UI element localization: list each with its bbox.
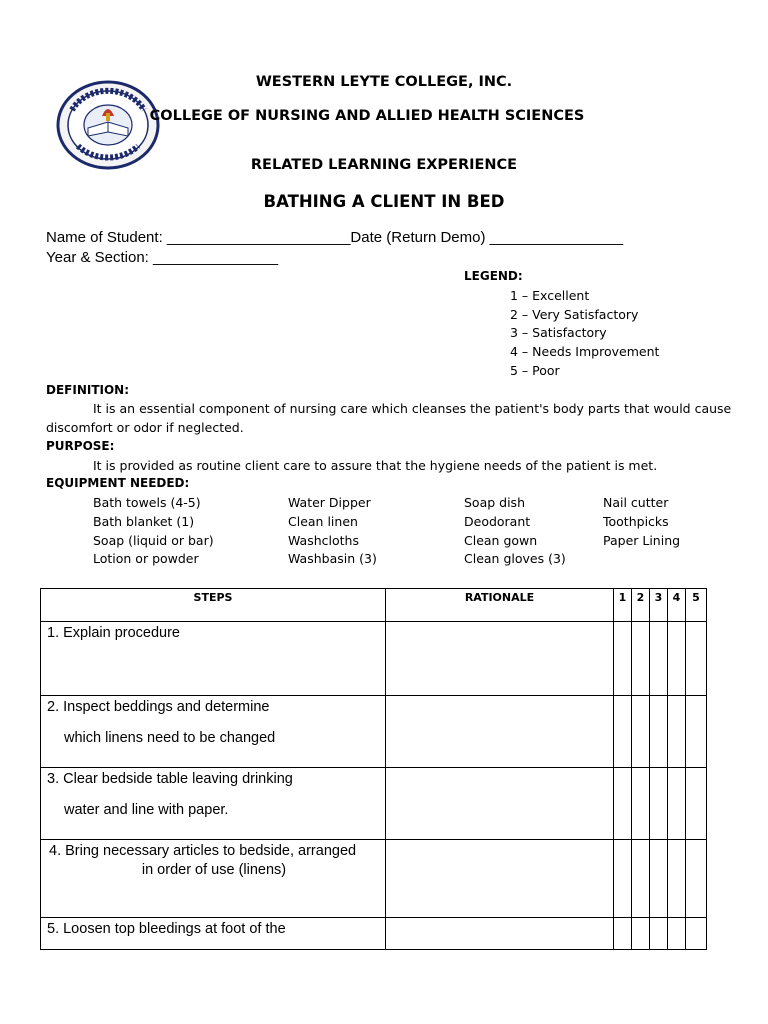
rating-header-2: 2	[632, 589, 650, 622]
legend-item: 5 – Poor	[510, 363, 560, 378]
table-row	[41, 622, 707, 696]
equipment-item: Clean gown	[464, 533, 538, 548]
step-text-continued: water and line with paper.	[64, 802, 229, 818]
definition-text-line1: It is an essential component of nursing care which cleanses the patient's body parts that would cause	[93, 401, 732, 416]
equipment-item: Clean gloves (3)	[464, 551, 566, 566]
rating-cell[interactable]	[614, 840, 632, 918]
equipment-item: Clean linen	[288, 514, 358, 529]
equipment-item: Toothpicks	[603, 514, 669, 529]
step-text: 4. Bring necessary articles to bedside, arranged	[49, 843, 357, 859]
equipment-item: Paper Lining	[603, 533, 681, 548]
legend-item: 3 – Satisfactory	[510, 325, 607, 340]
rating-header-4: 4	[668, 589, 686, 622]
rating-cell[interactable]	[686, 840, 707, 918]
rating-cell[interactable]	[614, 622, 632, 696]
table-row	[41, 768, 707, 840]
steps-evaluation-table	[40, 588, 707, 950]
department-name: COLLEGE OF NURSING AND ALLIED HEALTH SCIENCES	[149, 108, 585, 124]
rationale-cell[interactable]	[386, 918, 614, 950]
definition-label: DEFINITION:	[46, 383, 130, 397]
legend-item: 1 – Excellent	[510, 288, 590, 303]
rating-cell[interactable]	[668, 918, 686, 950]
step-cell	[41, 840, 386, 918]
step-text-continued: in order of use (linens)	[141, 862, 287, 878]
rating-cell[interactable]	[686, 918, 707, 950]
purpose-text: It is provided as routine client care to assure that the hygiene needs of the patient is met.	[93, 458, 658, 473]
rating-cell[interactable]	[668, 840, 686, 918]
rating-cell[interactable]	[614, 918, 632, 950]
equipment-label: EQUIPMENT NEEDED:	[46, 476, 190, 490]
step-text: 2. Inspect beddings and determine	[47, 699, 270, 715]
student-name-date-line: Name of Student: ______________________Date (Return Demo) ________________	[46, 229, 624, 246]
year-section-line: Year & Section: _______________	[46, 249, 279, 266]
step-text-continued: which linens need to be changed	[64, 730, 276, 746]
rating-cell[interactable]	[632, 622, 650, 696]
rating-header-3: 3	[650, 589, 668, 622]
equipment-item: Soap dish	[464, 495, 525, 510]
rating-cell[interactable]	[668, 696, 686, 768]
rationale-cell[interactable]	[386, 622, 614, 696]
page-title: BATHING A CLIENT IN BED	[263, 192, 505, 211]
purpose-label: PURPOSE:	[46, 439, 115, 453]
equipment-item: Water Dipper	[288, 495, 371, 510]
equipment-item: Bath blanket (1)	[93, 514, 195, 529]
rating-cell[interactable]	[650, 918, 668, 950]
rating-header-1: 1	[614, 589, 632, 622]
step-text: 1. Explain procedure	[47, 625, 180, 641]
equipment-item: Bath towels (4-5)	[93, 495, 201, 510]
table-row	[41, 696, 707, 768]
rating-cell[interactable]	[614, 696, 632, 768]
rating-cell[interactable]	[614, 768, 632, 840]
rating-cell[interactable]	[632, 768, 650, 840]
legend-item: 4 – Needs Improvement	[510, 344, 660, 359]
equipment-item: Nail cutter	[603, 495, 669, 510]
rating-cell[interactable]	[632, 840, 650, 918]
legend-title: LEGEND:	[464, 269, 523, 283]
equipment-item: Soap (liquid or bar)	[93, 533, 214, 548]
rating-cell[interactable]	[632, 696, 650, 768]
college-name: WESTERN LEYTE COLLEGE, INC.	[255, 74, 513, 90]
rationale-cell[interactable]	[386, 840, 614, 918]
table-row	[41, 840, 707, 918]
equipment-item: Washcloths	[288, 533, 359, 548]
table-row	[41, 918, 707, 950]
rating-cell[interactable]	[632, 918, 650, 950]
rationale-header: RATIONALE	[386, 589, 614, 622]
rating-cell[interactable]	[650, 768, 668, 840]
rating-cell[interactable]	[650, 696, 668, 768]
table-header-row	[41, 589, 707, 622]
step-cell	[41, 622, 386, 696]
rating-header-5: 5	[686, 589, 707, 622]
rating-cell[interactable]	[668, 622, 686, 696]
page-subtitle: RELATED LEARNING EXPERIENCE	[250, 157, 518, 173]
step-text: 3. Clear bedside table leaving drinking	[47, 771, 293, 787]
rating-cell[interactable]	[686, 622, 707, 696]
rating-cell[interactable]	[686, 768, 707, 840]
step-cell	[41, 696, 386, 768]
rationale-cell[interactable]	[386, 696, 614, 768]
step-cell	[41, 918, 386, 950]
rating-cell[interactable]	[686, 696, 707, 768]
equipment-item: Deodorant	[464, 514, 531, 529]
step-text: 5. Loosen top bleedings at foot of the	[47, 921, 286, 937]
rating-cell[interactable]	[650, 622, 668, 696]
definition-text-line2: discomfort or odor if neglected.	[46, 420, 244, 435]
rationale-cell[interactable]	[386, 768, 614, 840]
legend-item: 2 – Very Satisfactory	[510, 307, 639, 322]
equipment-item: Lotion or powder	[93, 551, 199, 566]
equipment-item: Washbasin (3)	[288, 551, 377, 566]
step-cell	[41, 768, 386, 840]
steps-header: STEPS	[41, 589, 386, 622]
rating-cell[interactable]	[650, 840, 668, 918]
rating-cell[interactable]	[668, 768, 686, 840]
